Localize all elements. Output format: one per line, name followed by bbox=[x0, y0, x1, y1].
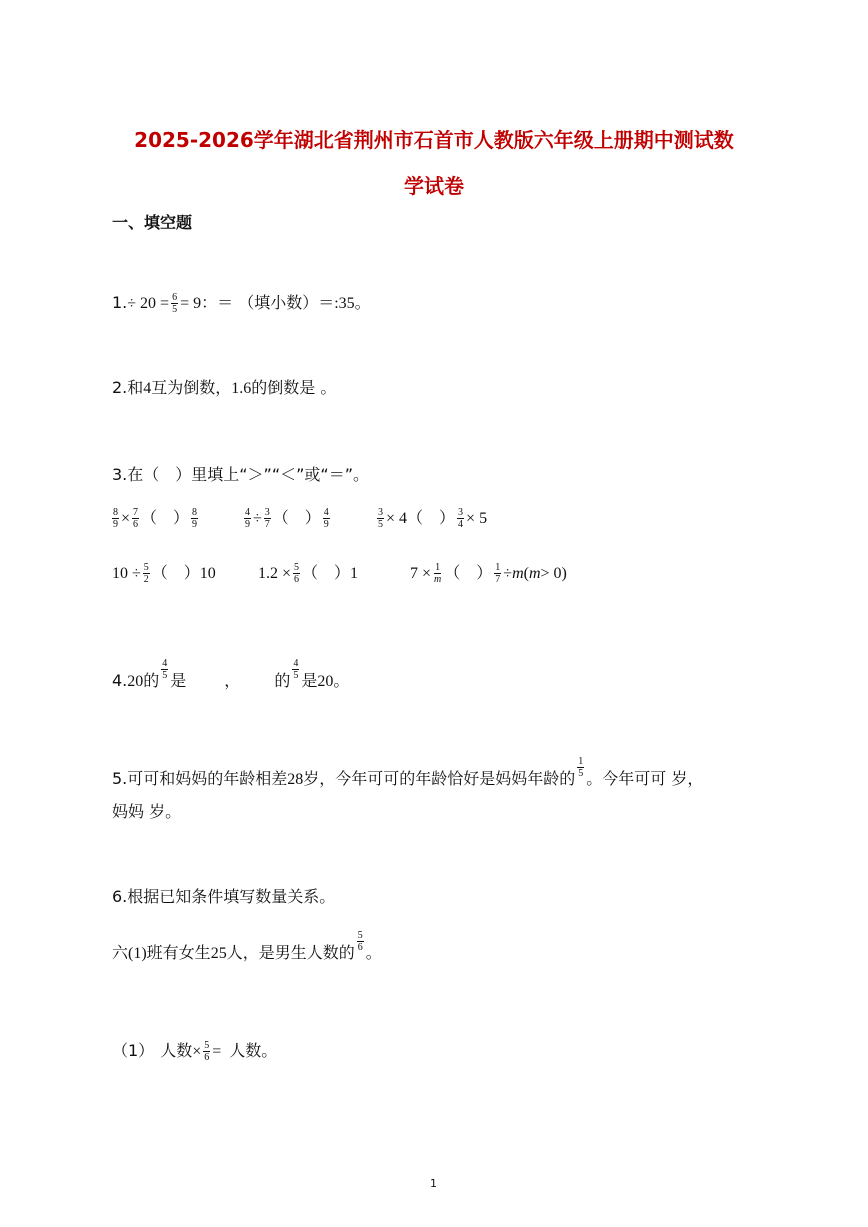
question-5-line-2: 妈妈 岁。 bbox=[112, 802, 182, 821]
q3-item-e: 1.2 × $\frac{5}{6}$ （ ）1 bbox=[258, 562, 359, 585]
q3-blank-c: （ ） bbox=[407, 508, 456, 527]
question-6-condition: 六(1)班有女生25人，是男生人数的 $\frac{5}{6}$ 。 bbox=[112, 930, 382, 962]
document-title-line2: 学试卷 bbox=[404, 174, 464, 198]
q1-text: ：＝ （填小数）＝ bbox=[201, 293, 335, 312]
q3-item-f: 7 × $\frac{1}{m}$ （ ） $\frac{1}{7}$ ÷m(m> 0) bbox=[410, 562, 567, 585]
q2-value-1-6: 1.6 bbox=[231, 380, 252, 397]
q2-value-4: 4 bbox=[143, 380, 152, 397]
question-1: 1.÷ 20 = $\frac{6}{5}$ = 9：＝ （填小数）＝:35。 bbox=[112, 292, 371, 315]
q3-item-d: 10 ÷ $\frac{5}{2}$ （ ）10 bbox=[112, 562, 216, 585]
question-3-prompt: 3.在（ ）里填上“＞”“＜”或“＝”。 bbox=[112, 465, 370, 484]
q3-blank-d: （ ） bbox=[151, 563, 200, 582]
q3-blank-a: （ ） bbox=[141, 508, 190, 527]
q3-item-b: $\frac{4}{9}$ ÷ $\frac{3}{7}$ （ ） $\frac{4}{9}$ bbox=[245, 507, 329, 530]
q1-ratio: :35 bbox=[334, 295, 355, 312]
q3-item-a: $\frac{8}{9}$ × $\frac{7}{6}$ （ ） $\frac{8}{9}$ bbox=[113, 507, 198, 530]
page-number: 1 bbox=[430, 1177, 437, 1190]
section-heading-fill-blank: 一、填空题 bbox=[112, 213, 193, 232]
question-5: 5.可可和妈妈的年龄相差28岁，今年可可的年龄恰好是妈妈年龄的 $\frac{1}{5}$ 。今年可可 岁， bbox=[112, 756, 704, 788]
q1-division: ÷ 20 = bbox=[127, 295, 170, 312]
question-4: 4.20的 $\frac{4}{5}$ 是 ， 的 $\frac{4}{5}$ 是20。 bbox=[112, 658, 350, 690]
q3-blank-b: （ ） bbox=[272, 508, 321, 527]
question-6-prompt: 6.根据已知条件填写数量关系。 bbox=[112, 887, 336, 906]
q1-number: 1. bbox=[112, 293, 128, 312]
q3-blank-f: （ ） bbox=[444, 563, 493, 582]
q1-fraction: $\frac{6}{5}$ bbox=[172, 292, 178, 315]
q3-item-c: $\frac{3}{5}$ × 4（ ） $\frac{3}{4}$ × 5 bbox=[378, 507, 488, 530]
question-2: 2.和4互为倒数，1.6的倒数是 。 bbox=[112, 378, 337, 397]
q3-blank-e: （ ） bbox=[302, 563, 351, 582]
q1-equals-9: = 9 bbox=[180, 295, 202, 312]
document-title-line1: 2025-2026学年湖北省荆州市石首市人教版六年级上册期中测试数 bbox=[134, 128, 734, 152]
question-6-sub-1: （1） 人数× $\frac{5}{6}$ = 人数。 bbox=[112, 1040, 278, 1063]
